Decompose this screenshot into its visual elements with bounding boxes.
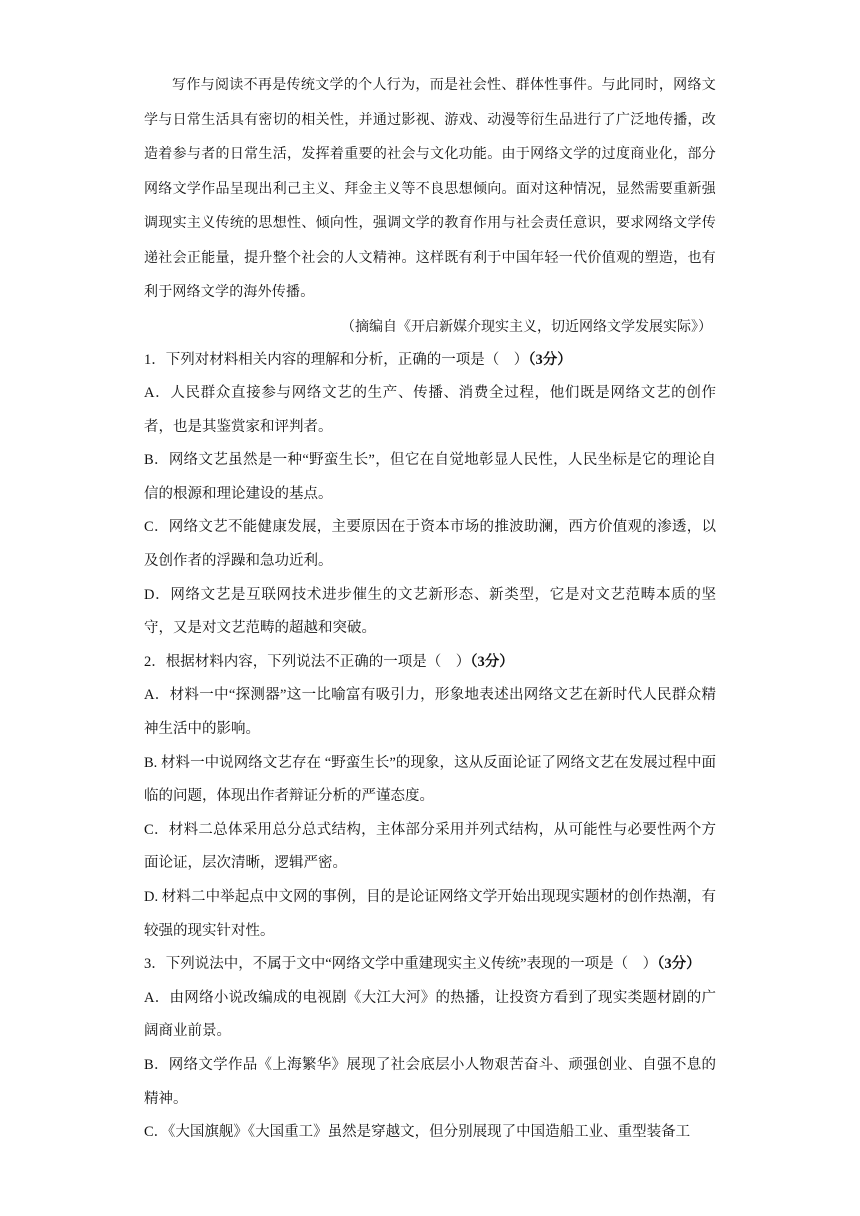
option-c: C．材料二总体采用总分总式结构，主体部分采用并列式结构，从可能性与必要性两个方面论证，层次清晰，逻辑严密。	[144, 821, 716, 872]
question-score: （3分）	[528, 351, 572, 368]
option-b: B．网络文艺虽然是一种“野蛮生长”，但它在自觉地彰显人民性，人民坐标是它的理论自信的根源和理论建设的基点。	[144, 452, 716, 502]
question-stem: 3．下列说法中，不属于文中“网络文学中重建现实主义传统”表现的一项是（ ）（3分）	[144, 956, 701, 973]
option-a: A．材料一中“探测器”这一比喻富有吸引力，形象地表述出网络文艺在新时代人民群众精神生活中的影响。	[144, 687, 716, 738]
passage-paragraph: 写作与阅读不再是传统文学的个人行为，而是社会性、群体性事件。与此同时，网络文学与日常生活具有密切的相关性，并通过影视、游戏、动漫等衍生品进行了广泛地传播，改造着参与者的日常生活，发挥着重要的社会与文化功能。由于网络文学的过度商业化，部分网络文学作品呈现出利己主义、拜金主义等不良思想倾向。面对这种情况，显然需要重新强调现实主义传统的思想性、倾向性，强调文学的教育作用与社会责任意识，要求网络文学传递社会正能量，提升整个社会的人文精神。这样既有利于中国年轻一代价值观的塑造，也有利于网络文学的海外传播。	[144, 77, 716, 300]
document-page	[144, 68, 716, 1150]
question-2	[144, 646, 716, 948]
question-score: （3分）	[470, 653, 514, 670]
passage-source: （摘编自《开启新媒介现实主义，切近网络文学发展实际》）	[341, 318, 712, 335]
question-1	[144, 344, 716, 646]
option-b: B．网络文学作品《上海繁华》展现了社会底层小人物艰苦奋斗、顽强创业、自强不息的精神。	[144, 1056, 716, 1107]
option-a: A．人民群众直接参与网络文艺的生产、传播、消费全过程，他们既是网络文艺的创作者，也是其鉴赏家和评判者。	[144, 385, 716, 435]
option-d: D. 材料二中举起点中文网的事例，目的是论证网络文学开始出现现实题材的创作热潮，有较强的现实针对性。	[144, 889, 716, 939]
option-c: C．网络文艺不能健康发展，主要原因在于资本市场的推波助澜，西方价值观的渗透，以及创作者的浮躁和急功近利。	[144, 519, 716, 570]
question-score: （3分）	[657, 956, 701, 973]
question-stem: 1．下列对材料相关内容的理解和分析，正确的一项是（ ）（3分）	[144, 351, 572, 368]
question-stem: 2．根据材料内容，下列说法不正确的一项是（ ）（3分）	[144, 653, 514, 670]
option-c: C．《大国旗舰》《大国重工》虽然是穿越文，但分别展现了中国造船工业、重型装备工	[144, 1124, 691, 1141]
option-b: B. 材料一中说网络文艺存在 “野蛮生长”的现象，这从反面论证了网络文艺在发展过程中面临的问题，体现出作者辩证分析的严谨态度。	[144, 754, 716, 805]
question-3	[144, 948, 716, 1150]
option-d: D．网络文艺是互联网技术进步催生的文艺新形态、新类型，它是对文艺范畴本质的坚守，又是对文艺范畴的超越和突破。	[144, 586, 716, 637]
option-a: A．由网络小说改编成的电视剧《大江大河》的热播，让投资方看到了现实类题材剧的广阔商业前景。	[144, 989, 716, 1040]
